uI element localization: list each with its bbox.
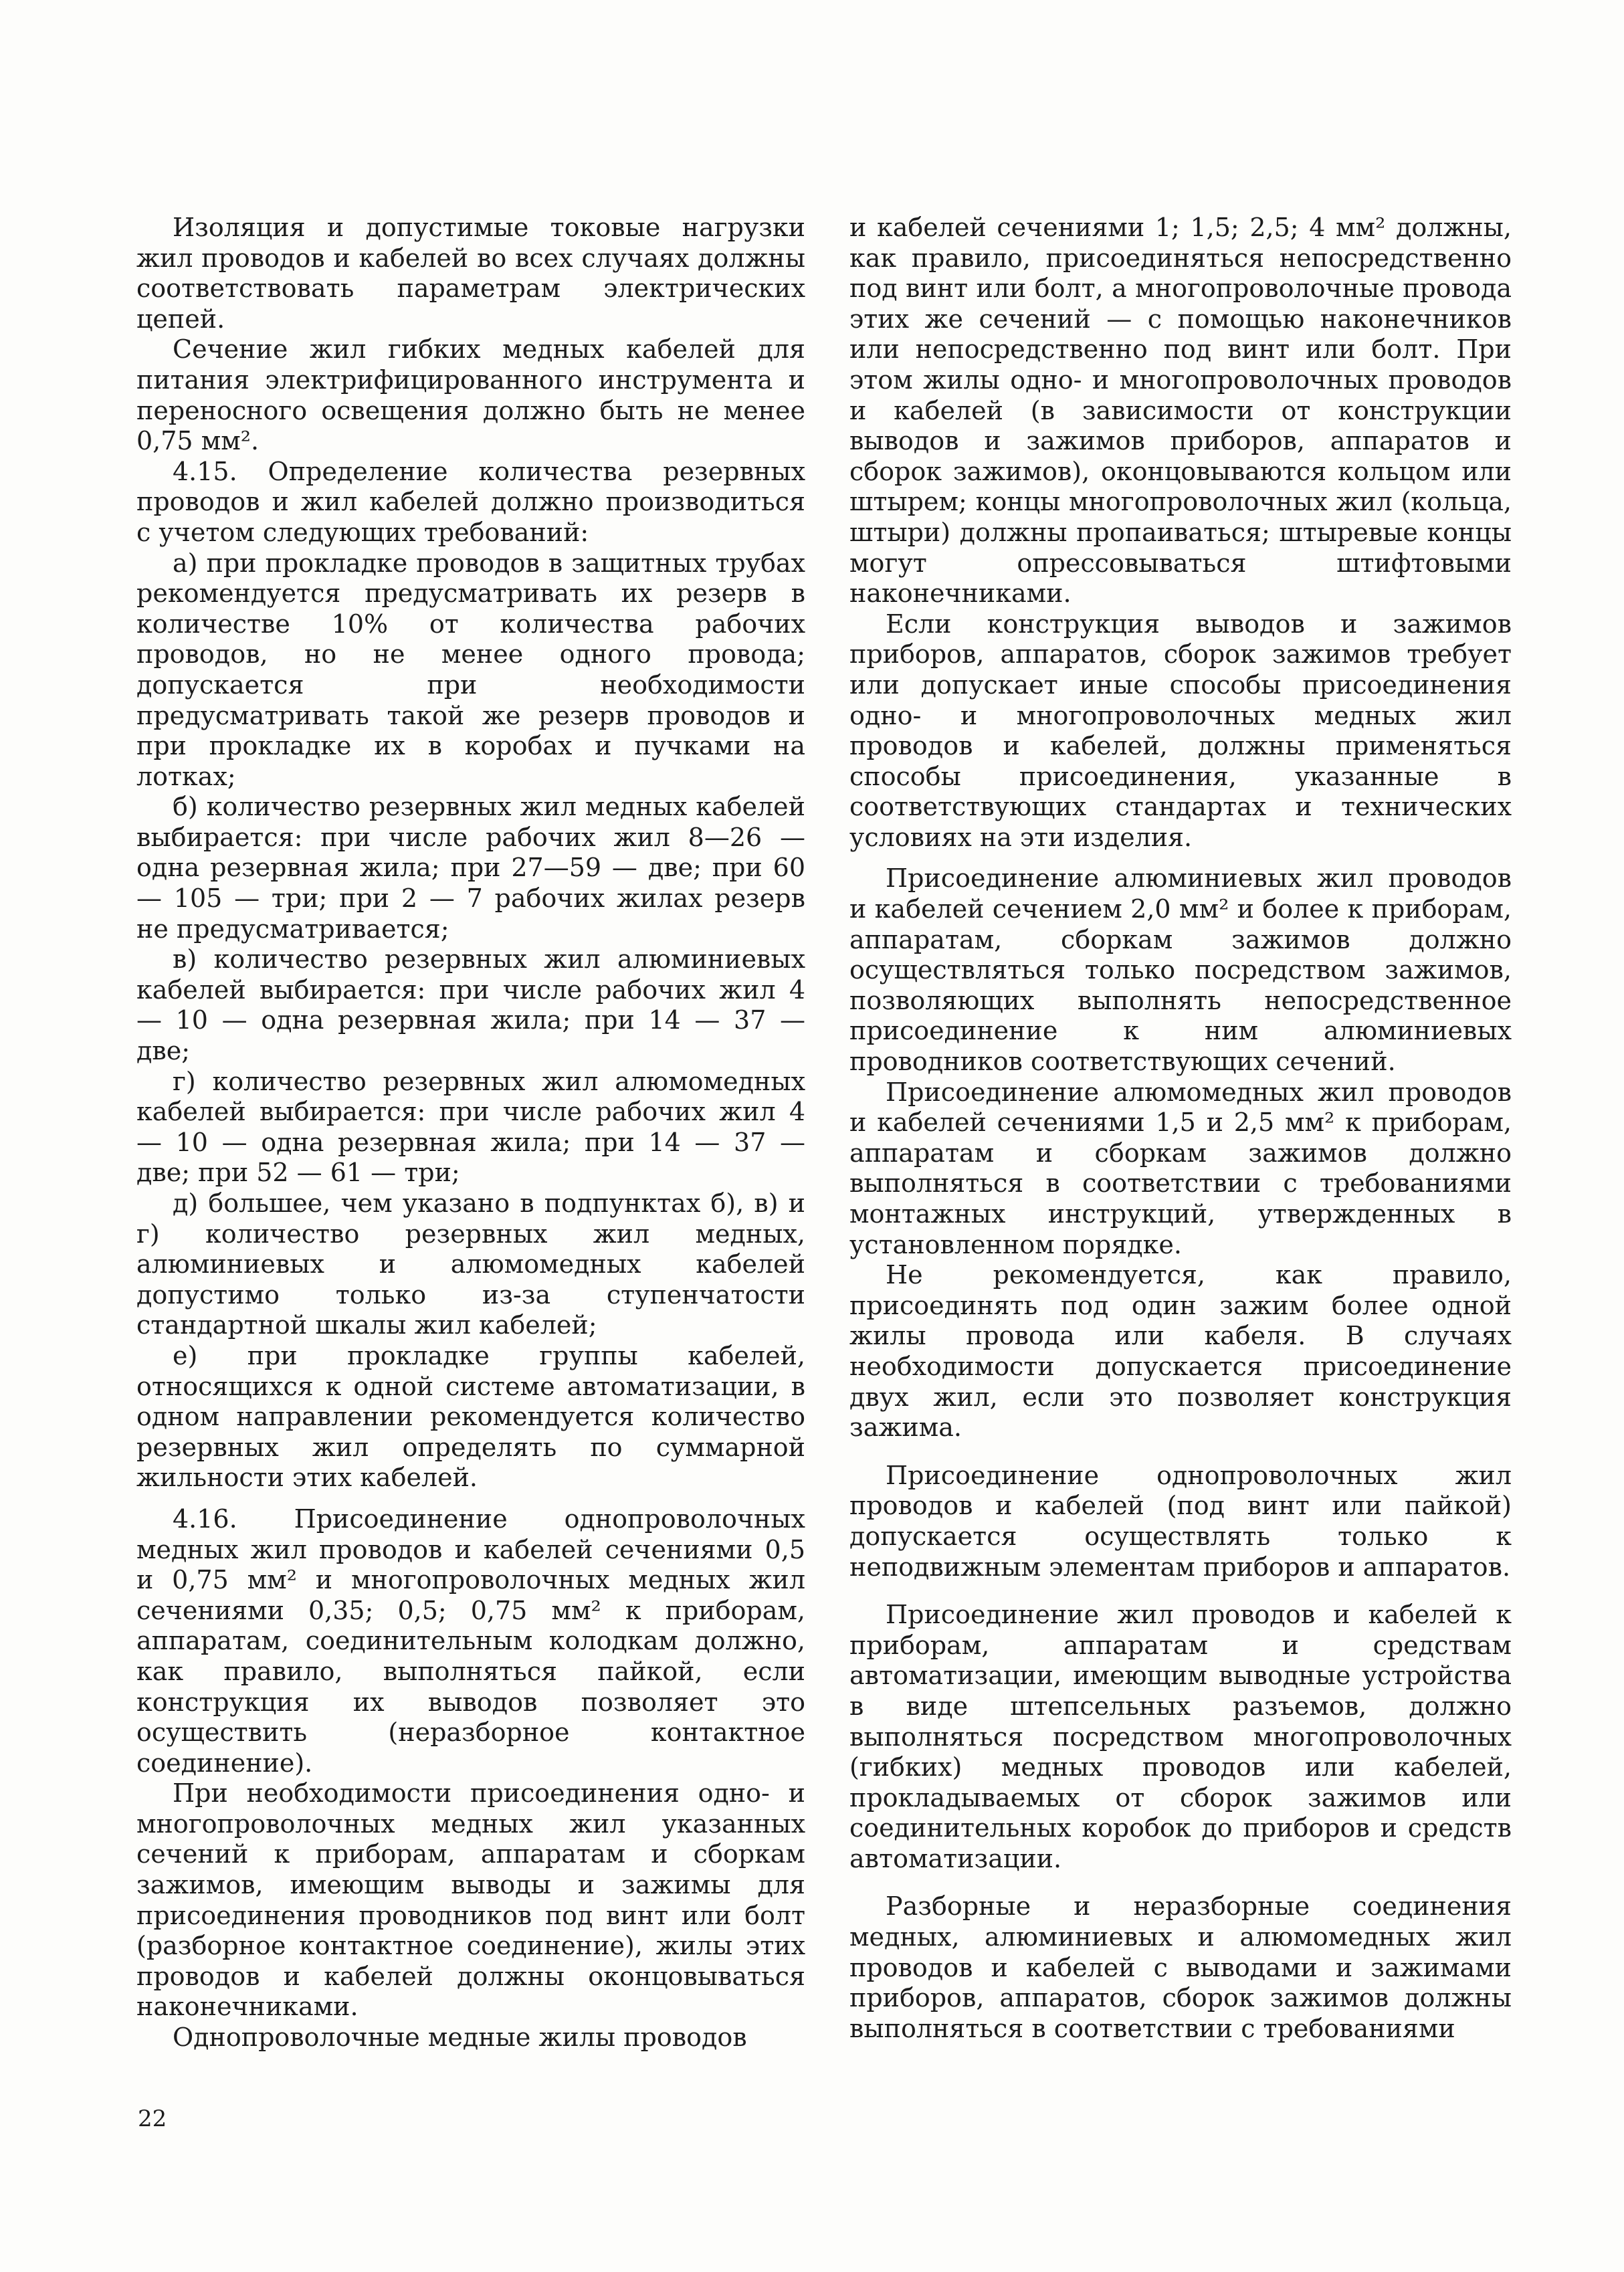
paragraph-flexible-cable-section: Сечение жил гибких медных кабелей для питания электрифицированного инструмента и переносного освещения должно быть не менее 0,75 мм².: [136, 334, 805, 456]
paragraph-fixed-elements: Присоединение однопроволочных жил проводов и кабелей (под винт или пайкой) допускается осуществлять только к неподвижным элементам приборов и аппаратов.: [849, 1460, 1512, 1582]
paragraph-one-clamp: Не рекомендуется, как правило, присоединять под один зажим более одной жилы провода или кабеля. В случаях необходимости допускается присоединение двух жил, если это позволяет конструкция зажима.: [849, 1260, 1512, 1443]
paragraph-4-15-g: г) количество резервных жил алюмомедных кабелей выбирается: при числе рабочих жил 4 — 10 — одна резервная жила; при 14 — 37 — две; при 52 — 61 — три;: [136, 1066, 805, 1188]
paragraph-single-wire-start: Однопроволочные медные жилы проводов: [173, 2023, 747, 2053]
paragraph-aluminium-connection: Присоединение алюминиевых жил проводов и кабелей сечением 2,0 мм² и более к приборам, аппаратам, сборкам зажимов должно осуществляться только посредством зажимов, позволяющих выполнять непосредственное присоединение к ним алюминиевых проводников соответствующих сечений.: [849, 863, 1512, 1077]
paragraph-4-15-a: а) при прокладке проводов в защитных трубах рекомендуется предусматривать их резерв в количестве 10% от количества рабочих проводов, но не менее одного провода; допускается при необходимости предусматривать такой же резерв проводов и при прокладке их в коробах и пучками на лотках;: [136, 548, 805, 791]
paragraph-4-15-e: е) при прокладке группы кабелей, относящихся к одной системе автоматизации, в одном направлении рекомендуется количество резервных жил определять по суммарной жильности этих кабелей.: [136, 1340, 805, 1493]
paragraph-detachable-connections: Разборные и неразборные соединения медных, алюминиевых и алюмомедных жил проводов и кабелей с выводами и зажимами приборов, аппаратов, сборок зажимов должны выполняться в соответствии с требованиями: [849, 1891, 1512, 2043]
paragraph-4-16: 4.16. Присоединение однопроволочных медных жил проводов и кабелей сечениями 0,5 и 0,75 мм² и многопроволочных медных жил сечениями 0,35; 0,5; 0,75 мм² к приборам, аппаратам, соединительным колодкам должно, как правило, выполняться пайкой, если конструкция их выводов позволяет это осуществить (неразборное контактное соединение).: [136, 1504, 805, 1778]
paragraph-plug-connectors: Присоединение жил проводов и кабелей к приборам, аппаратам и средствам автоматизации, имеющим выводные устройства в виде штепсельных разъемов, должно выполняться посредством многопроволочных (гибких) медных проводов или кабелей, прокладываемых от сборок зажимов или соединительных коробок до приборов и средств автоматизации.: [849, 1600, 1512, 1873]
page-number: 22: [138, 2105, 167, 2132]
paragraph-4-15: 4.15. Определение количества резервных проводов и жил кабелей должно производиться с учетом следующих требований:: [136, 456, 805, 547]
paragraph-other-connection-methods: Если конструкция выводов и зажимов приборов, аппаратов, сборок зажимов требует или допускает иные способы присоединения одно- и многопроволочных медных жил проводов и кабелей, должны применяться способы присоединения, указанные в соответствующих стандартах и технических условиях на эти изделия.: [849, 609, 1512, 852]
paragraph-alumocopper-connection: Присоединение алюмомедных жил проводов и кабелей сечениями 1,5 и 2,5 мм² к приборам, аппаратам и сборкам зажимов должно выполняться в соответствии с требованиями монтажных инструкций, утвержденных в установленном порядке.: [849, 1077, 1512, 1259]
right-column: [849, 213, 1512, 2044]
paragraph-4-15-v: в) количество резервных жил алюминиевых кабелей выбирается: при числе рабочих жил 4 — 10 — одна резервная жила; при 14 — 37 — две;: [136, 944, 805, 1066]
paragraph-4-15-d: д) большее, чем указано в подпунктах б), в) и г) количество резервных жил медных, алюминиевых и алюмомедных кабелей допустимо только из-за ступенчатости стандартной шкалы жил кабелей;: [136, 1189, 805, 1340]
paragraph-insulation: Изоляция и допустимые токовые нагрузки жил проводов и кабелей во всех случаях должны соответствовать параметрам электрических цепей.: [136, 213, 805, 334]
paragraph-lugs: При необходимости присоединения одно- и многопроволочных медных жил указанных сечений к приборам, аппаратам и сборкам зажимов, имеющим выводы и зажимы для присоединения проводников под винт или болт (разборное контактное соединение), жилы этих проводов и кабелей должны оконцовываться наконечниками.: [136, 1778, 805, 2022]
left-column: [136, 213, 805, 2053]
paragraph-4-15-b: б) количество резервных жил медных кабелей выбирается: при числе рабочих жил 8—26 — одна резервная жила; при 27—59 — две; при 60 — 105 — три; при 2 — 7 рабочих жилах резерв не предусматривается;: [136, 792, 805, 944]
paragraph-single-wire-continued: и кабелей сечениями 1; 1,5; 2,5; 4 мм² должны, как правило, присоединяться непосредственно под винт или болт, а многопроволочные провода этих же сечений — с помощью наконечников или непосредственно под винт или болт. При этом жилы одно- и многопроволочных проводов и кабелей (в зависимости от конструкции выводов и зажимов приборов, аппаратов и сборок зажимов), оконцовываются кольцом или штырем; концы многопроволочных жил (кольца, штыри) должны пропаиваться; штыревые концы могут опрессовываться штифтовыми наконечниками.: [849, 213, 1512, 609]
